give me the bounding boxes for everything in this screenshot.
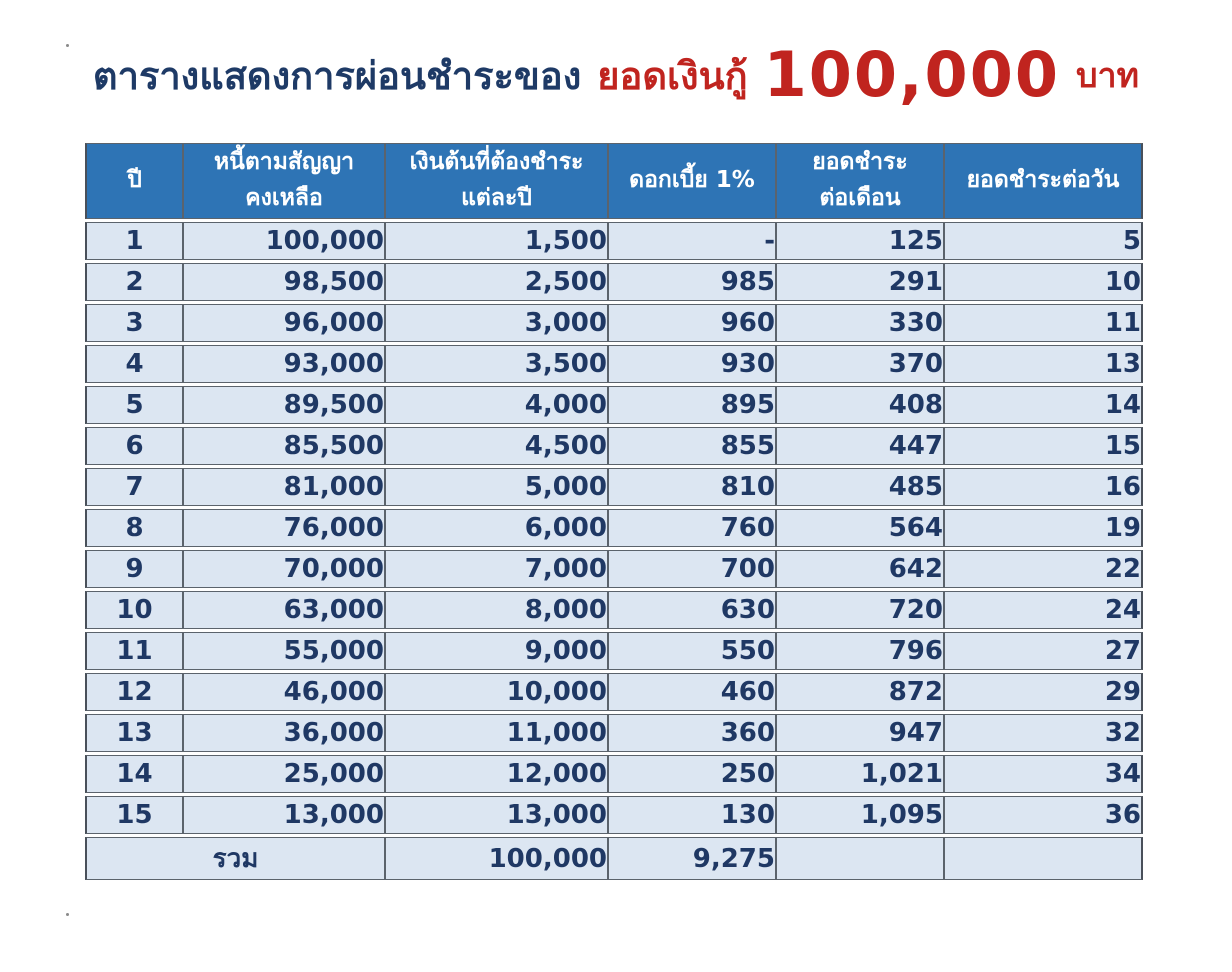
table-row: [85, 427, 1143, 465]
title-prefix: ตารางแสดงการผ่อนชำระของ: [92, 53, 582, 98]
header-remaining-debt: หนี้ตามสัญญา คงเหลือ: [183, 143, 385, 219]
cell-interest: -: [608, 222, 776, 260]
cell-year: 13: [85, 714, 183, 752]
cell-year: 12: [85, 673, 183, 711]
table-header: [85, 143, 1143, 219]
cell-interest: 895: [608, 386, 776, 424]
cell-monthly: 1,095: [776, 796, 944, 834]
cell-interest: 985: [608, 263, 776, 301]
cell-interest: 855: [608, 427, 776, 465]
cell-year: 5: [85, 386, 183, 424]
cell-principal: 4,000: [385, 386, 608, 424]
header-year: ปี: [85, 143, 183, 219]
cell-monthly: 447: [776, 427, 944, 465]
cell-principal: 3,500: [385, 345, 608, 383]
cell-year: 8: [85, 509, 183, 547]
cell-remaining: 36,000: [183, 714, 385, 752]
cell-monthly: 330: [776, 304, 944, 342]
cell-principal: 12,000: [385, 755, 608, 793]
cell-monthly: 125: [776, 222, 944, 260]
cell-remaining: 100,000: [183, 222, 385, 260]
cell-monthly: 1,021: [776, 755, 944, 793]
cell-daily: 22: [944, 550, 1143, 588]
cell-daily: 24: [944, 591, 1143, 629]
cell-monthly: 872: [776, 673, 944, 711]
cell-principal: 6,000: [385, 509, 608, 547]
cell-remaining: 85,500: [183, 427, 385, 465]
cell-interest: 130: [608, 796, 776, 834]
cell-remaining: 63,000: [183, 591, 385, 629]
table-row: [85, 550, 1143, 588]
header-daily-payment: ยอดชำระต่อวัน: [944, 143, 1143, 219]
cell-interest: 700: [608, 550, 776, 588]
table-row: [85, 796, 1143, 834]
total-interest: 9,275: [608, 837, 776, 880]
cell-interest: 360: [608, 714, 776, 752]
table-row: [85, 509, 1143, 547]
cell-daily: 34: [944, 755, 1143, 793]
cell-principal: 13,000: [385, 796, 608, 834]
total-daily: [944, 837, 1143, 880]
cell-daily: 14: [944, 386, 1143, 424]
cell-year: 3: [85, 304, 183, 342]
cell-remaining: 55,000: [183, 632, 385, 670]
cell-interest: 930: [608, 345, 776, 383]
cell-year: 14: [85, 755, 183, 793]
header-principal-per-year: เงินต้นที่ต้องชำระ แต่ละปี: [385, 143, 608, 219]
cell-principal: 11,000: [385, 714, 608, 752]
title-loan-amount: 100,000: [763, 38, 1060, 111]
cell-daily: 32: [944, 714, 1143, 752]
cell-monthly: 408: [776, 386, 944, 424]
cell-interest: 960: [608, 304, 776, 342]
cell-monthly: 370: [776, 345, 944, 383]
table-row: [85, 345, 1143, 383]
table-row: [85, 386, 1143, 424]
cell-monthly: 720: [776, 591, 944, 629]
cell-year: 6: [85, 427, 183, 465]
cell-interest: 760: [608, 509, 776, 547]
cell-remaining: 93,000: [183, 345, 385, 383]
cell-remaining: 89,500: [183, 386, 385, 424]
cell-daily: 19: [944, 509, 1143, 547]
total-principal: 100,000: [385, 837, 608, 880]
header-interest-1pct: ดอกเบี้ย 1%: [608, 143, 776, 219]
cell-daily: 16: [944, 468, 1143, 506]
title-loan-label: ยอดเงินกู้: [597, 53, 748, 98]
cell-remaining: 46,000: [183, 673, 385, 711]
cell-year: 15: [85, 796, 183, 834]
table-body: [85, 222, 1143, 834]
cell-year: 11: [85, 632, 183, 670]
artifact-dot-bottom: [66, 913, 69, 916]
cell-principal: 4,500: [385, 427, 608, 465]
table-row: [85, 714, 1143, 752]
cell-remaining: 96,000: [183, 304, 385, 342]
cell-principal: 10,000: [385, 673, 608, 711]
cell-interest: 630: [608, 591, 776, 629]
cell-principal: 1,500: [385, 222, 608, 260]
table-row: [85, 263, 1143, 301]
cell-year: 7: [85, 468, 183, 506]
cell-monthly: 642: [776, 550, 944, 588]
cell-monthly: 947: [776, 714, 944, 752]
table-row: [85, 673, 1143, 711]
cell-year: 10: [85, 591, 183, 629]
table-row: [85, 632, 1143, 670]
table-row: [85, 591, 1143, 629]
total-row: [85, 837, 1143, 880]
cell-principal: 9,000: [385, 632, 608, 670]
cell-principal: 7,000: [385, 550, 608, 588]
cell-monthly: 291: [776, 263, 944, 301]
cell-daily: 10: [944, 263, 1143, 301]
cell-interest: 460: [608, 673, 776, 711]
cell-remaining: 70,000: [183, 550, 385, 588]
cell-daily: 29: [944, 673, 1143, 711]
header-monthly-payment: ยอดชำระ ต่อเดือน: [776, 143, 944, 219]
cell-year: 1: [85, 222, 183, 260]
table-row: [85, 755, 1143, 793]
cell-interest: 550: [608, 632, 776, 670]
cell-principal: 8,000: [385, 591, 608, 629]
cell-principal: 3,000: [385, 304, 608, 342]
cell-year: 9: [85, 550, 183, 588]
cell-principal: 2,500: [385, 263, 608, 301]
page-title: [0, 30, 1232, 120]
cell-daily: 36: [944, 796, 1143, 834]
table-row: [85, 304, 1143, 342]
table-row: [85, 222, 1143, 260]
cell-year: 4: [85, 345, 183, 383]
cell-interest: 810: [608, 468, 776, 506]
table-row: [85, 468, 1143, 506]
cell-remaining: 76,000: [183, 509, 385, 547]
cell-year: 2: [85, 263, 183, 301]
cell-principal: 5,000: [385, 468, 608, 506]
cell-remaining: 98,500: [183, 263, 385, 301]
cell-daily: 11: [944, 304, 1143, 342]
cell-remaining: 25,000: [183, 755, 385, 793]
total-label: รวม: [85, 837, 385, 880]
cell-interest: 250: [608, 755, 776, 793]
cell-monthly: 564: [776, 509, 944, 547]
cell-remaining: 81,000: [183, 468, 385, 506]
cell-monthly: 485: [776, 468, 944, 506]
cell-daily: 27: [944, 632, 1143, 670]
cell-daily: 13: [944, 345, 1143, 383]
cell-daily: 5: [944, 222, 1143, 260]
cell-daily: 15: [944, 427, 1143, 465]
title-unit: บาท: [1075, 56, 1140, 96]
table-footer: [85, 837, 1143, 880]
cell-monthly: 796: [776, 632, 944, 670]
amortization-table: [85, 140, 1143, 883]
cell-remaining: 13,000: [183, 796, 385, 834]
total-monthly: [776, 837, 944, 880]
